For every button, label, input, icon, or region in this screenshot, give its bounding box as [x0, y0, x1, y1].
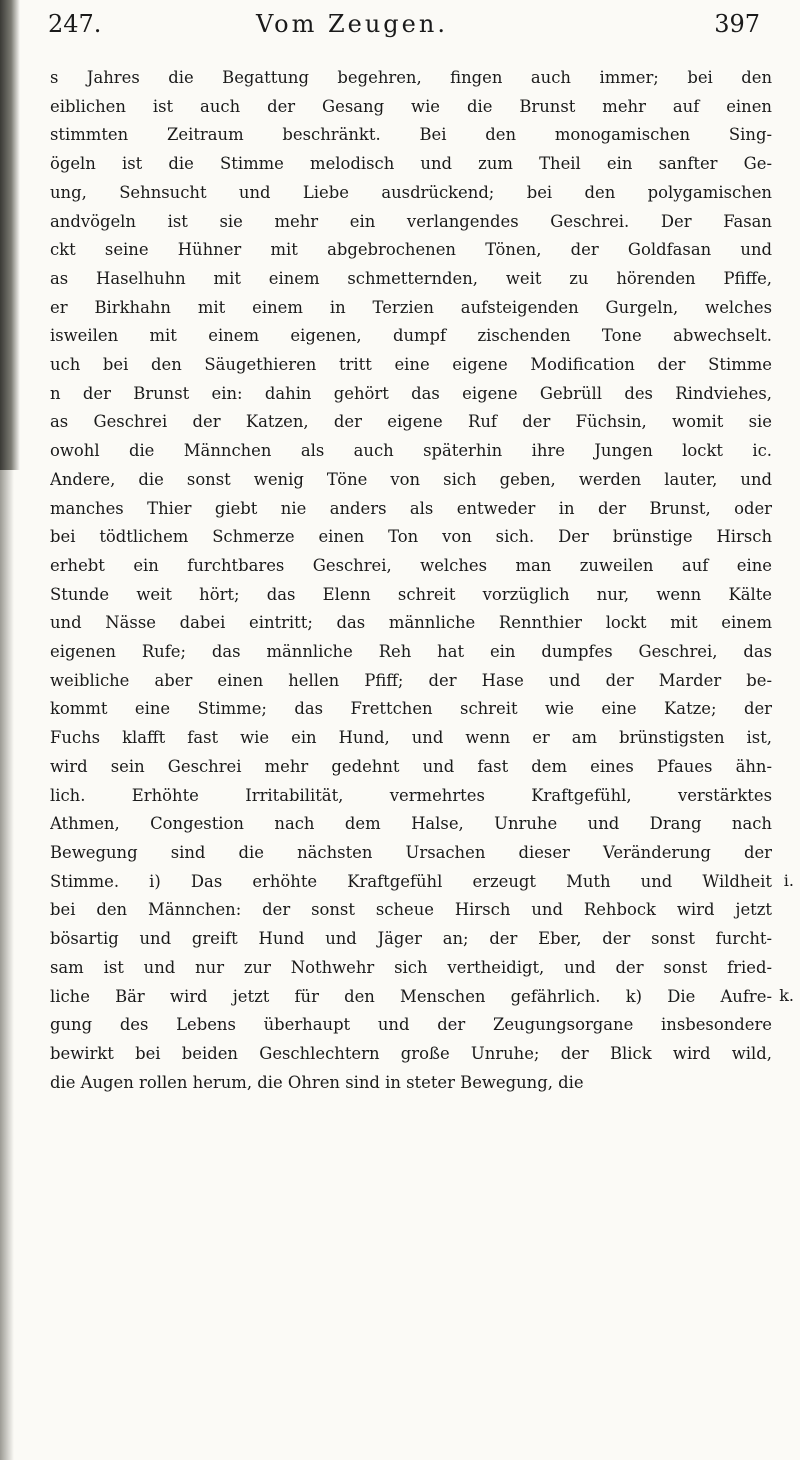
text-line: as Geschrei der Katzen, der eigene Ruf der Füchsin, womit sie — [50, 412, 772, 432]
page-binding-shadow-lower — [0, 470, 14, 1460]
text-line: stimmten Zeitraum beschränkt. Bei den monogamischen Sing- — [50, 125, 772, 145]
body-text — [50, 64, 772, 1097]
page-header — [48, 10, 760, 50]
text-line: und Nässe dabei eintritt; das männliche Rennthier lockt mit einem — [50, 613, 772, 633]
text-line: gung des Lebens überhaupt und der Zeugungsorgane insbesondere — [50, 1015, 772, 1035]
text-line: Bewegung sind die nächsten Ursachen dieser Veränderung der — [50, 842, 772, 862]
margin-note-k: k. — [779, 986, 794, 1005]
margin-note-i: i. — [783, 871, 794, 890]
text-line: andvögeln ist sie mehr ein verlangendes Geschrei. Der Fasan — [50, 211, 772, 231]
text-line: Stunde weit hört; das Elenn schreit vorzüglich nur, wenn Kälte — [50, 584, 772, 604]
text-line: uch bei den Säugethieren tritt eine eigene Modification der Stimme — [50, 355, 772, 375]
text-line: bösartig und greift Hund und Jäger an; der Eber, der sonst furcht- — [50, 929, 772, 949]
text-line: die Augen rollen herum, die Ohren sind in steter Bewegung, die — [50, 1072, 584, 1092]
page-number: 397 — [714, 10, 760, 38]
text-line: isweilen mit einem eigenen, dumpf zischenden Tone abwechselt. — [50, 326, 772, 346]
text-line: lich. Erhöhte Irritabilität, vermehrtes Kraftgefühl, verstärktes — [50, 785, 772, 805]
section-number: 247. — [48, 10, 102, 38]
running-title: Vom Zeugen. — [256, 10, 448, 38]
text-line: s Jahres die Begattung begehren, fingen auch immer; bei den — [50, 68, 772, 87]
text-line: bewirkt bei beiden Geschlechtern große Unruhe; der Blick wird wild, — [50, 1043, 772, 1063]
text-line: sam ist und nur zur Nothwehr sich vertheidigt, und der sonst fried- — [50, 957, 772, 977]
text-line: liche Bär wird jetzt für den Menschen gefährlich. k) Die Aufre- — [50, 986, 772, 1006]
page-binding-shadow — [0, 0, 20, 470]
text-line: Andere, die sonst wenig Töne von sich geben, werden lauter, und — [50, 469, 772, 489]
text-line: kommt eine Stimme; das Frettchen schreit wie eine Katze; der — [50, 699, 772, 719]
text-line: Athmen, Congestion nach dem Halse, Unruhe und Drang nach — [50, 814, 772, 834]
text-line: n der Brunst ein: dahin gehört das eigene Gebrüll des Rindviehes, — [50, 383, 772, 403]
text-line: ckt seine Hühner mit abgebrochenen Tönen, der Goldfasan und — [50, 240, 772, 260]
text-line: Stimme. i) Das erhöhte Kraftgefühl erzeugt Muth und Wildheit — [50, 871, 772, 891]
text-line: bei tödtlichem Schmerze einen Ton von sich. Der brünstige Hirsch — [50, 527, 772, 547]
text-line: weibliche aber einen hellen Pfiff; der Hase und der Marder be- — [50, 670, 772, 690]
text-line: Fuchs klafft fast wie ein Hund, und wenn er am brünstigsten ist, — [50, 728, 772, 748]
text-line: ögeln ist die Stimme melodisch und zum Theil ein sanfter Ge- — [50, 154, 772, 174]
text-line: er Birkhahn mit einem in Terzien aufsteigenden Gurgeln, welches — [50, 297, 772, 317]
text-line: erhebt ein furchtbares Geschrei, welches man zuweilen auf eine — [50, 555, 772, 575]
text-line: as Haselhuhn mit einem schmetternden, weit zu hörenden Pfiffe, — [50, 268, 772, 288]
text-line: eiblichen ist auch der Gesang wie die Brunst mehr auf einen — [50, 96, 772, 116]
text-line: owohl die Männchen als auch späterhin ihre Jungen lockt ic. — [50, 441, 772, 461]
text-line: eigenen Rufe; das männliche Reh hat ein dumpfes Geschrei, das — [50, 642, 772, 662]
text-line: wird sein Geschrei mehr gedehnt und fast dem eines Pfaues ähn- — [50, 756, 772, 776]
text-line: bei den Männchen: der sonst scheue Hirsch und Rehbock wird jetzt — [50, 900, 772, 920]
text-line: ung, Sehnsucht und Liebe ausdrückend; bei den polygamischen — [50, 182, 772, 202]
text-line: manches Thier giebt nie anders als entweder in der Brunst, oder — [50, 498, 772, 518]
